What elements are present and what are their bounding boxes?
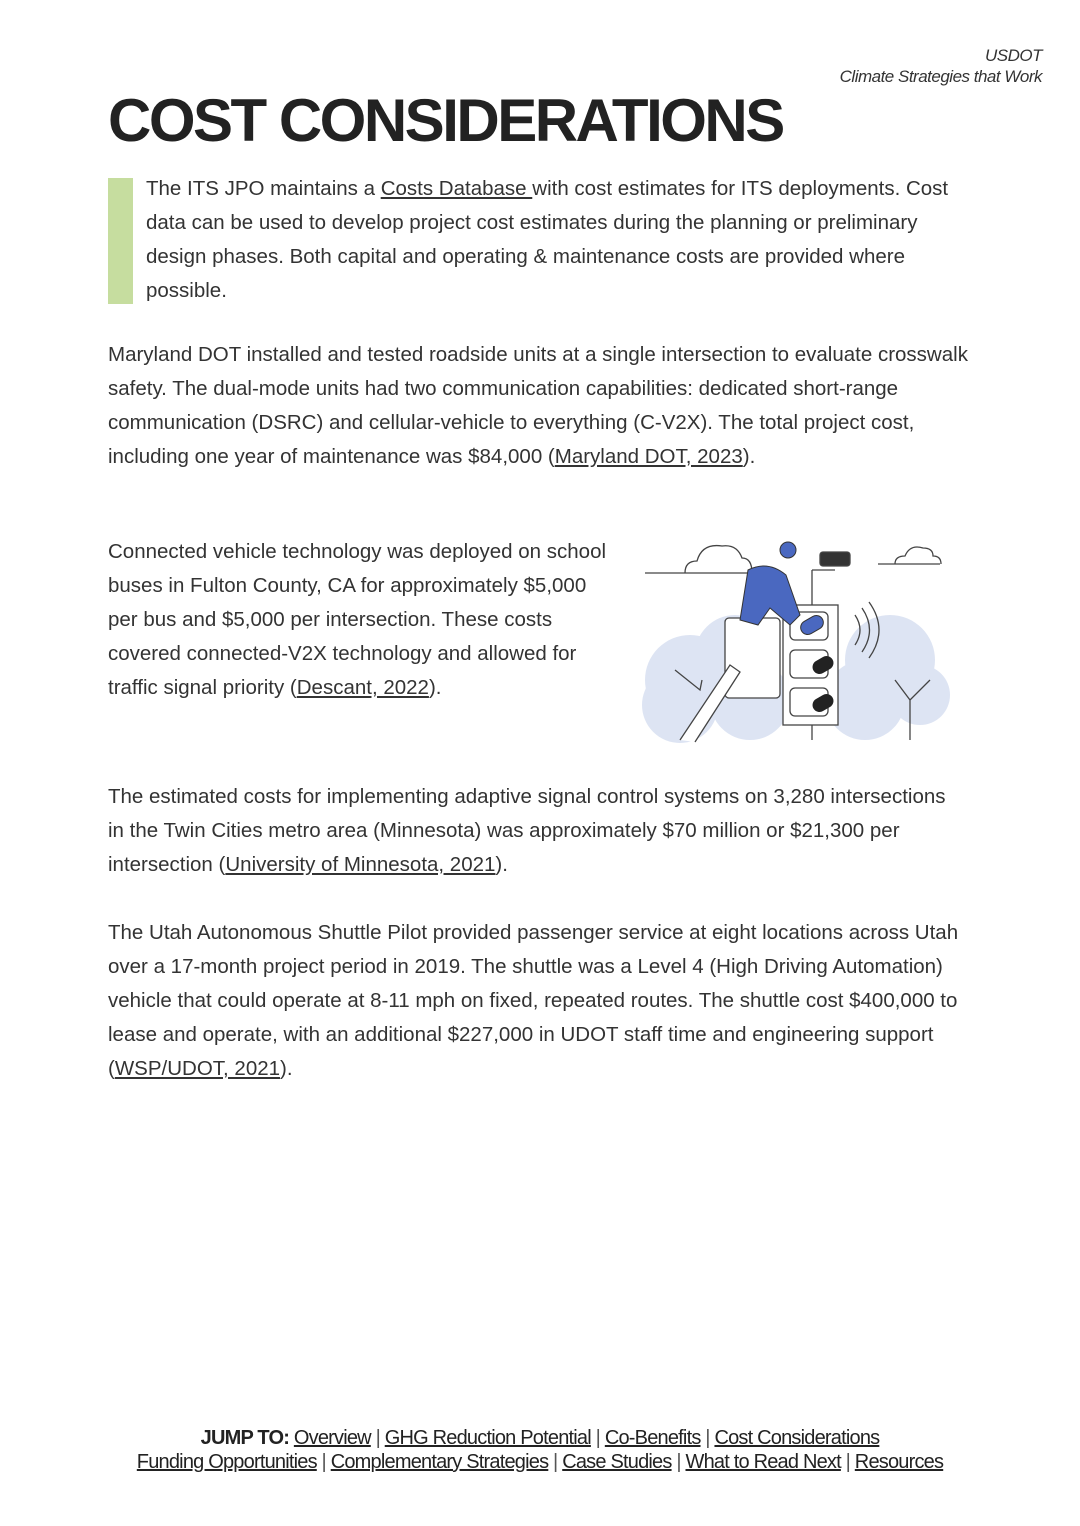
citation-link[interactable]: WSP/UDOT, 2021: [114, 1057, 281, 1080]
nav-link-complementary-strategies[interactable]: Complementary Strategies: [330, 1451, 549, 1473]
paragraph-text: ).: [742, 445, 756, 468]
paragraph-text: The ITS JPO maintains a: [146, 177, 381, 200]
paragraph-text: The Utah Autonomous Shuttle Pilot provided passenger service at eight locations across Utah over a 17-month project period in 2019. The shuttle was a Level 4 (High Driving Automation) vehicle that could operate at 8-11 mph on fixed, repeated routes. The shuttle cost $400,000 to lease and operate, with an additional $227,000 in UDOT staff time and engineering support (: [108, 921, 959, 1080]
callout-accent-bar: [108, 178, 133, 304]
nav-link-overview[interactable]: Overview: [293, 1427, 371, 1449]
jump-to-nav-row2: [0, 1450, 1080, 1474]
nav-link-what-to-read-next[interactable]: What to Read Next: [685, 1451, 841, 1473]
nav-separator: |: [700, 1427, 715, 1449]
document-header: [840, 45, 1042, 87]
paragraph-text: The estimated costs for implementing adaptive signal control systems on 3,280 intersections in the Twin Cities metro area (Minnesota) was approximately $70 million or $21,300 per intersection (: [108, 785, 946, 876]
jump-to-label: JUMP TO:: [200, 1427, 294, 1449]
nav-link-co-benefits[interactable]: Co-Benefits: [604, 1427, 701, 1449]
citation-link[interactable]: Maryland DOT, 2023: [554, 445, 743, 468]
nav-link-resources[interactable]: Resources: [854, 1451, 944, 1473]
nav-separator: |: [370, 1427, 385, 1449]
nav-separator: |: [548, 1451, 563, 1473]
nav-separator: |: [590, 1427, 605, 1449]
jump-to-nav: [0, 1426, 1080, 1450]
paragraph-text: ).: [495, 853, 508, 876]
paragraph-text: ).: [428, 676, 442, 699]
citation-link[interactable]: University of Minnesota, 2021: [225, 853, 496, 876]
paragraph-twin-cities: [108, 780, 953, 882]
nav-link-funding-opportunities[interactable]: Funding Opportunities: [136, 1451, 317, 1473]
nav-link-ghg-reduction-potential[interactable]: GHG Reduction Potential: [384, 1427, 591, 1449]
page-title: COST CONSIDERATIONS: [108, 87, 783, 154]
nav-link-case-studies[interactable]: Case Studies: [562, 1451, 672, 1473]
technician-traffic-signal-illustration: [640, 530, 950, 745]
citation-link[interactable]: Costs Database: [380, 177, 533, 200]
nav-separator: |: [840, 1451, 855, 1473]
header-series: Climate Strategies that Work: [839, 67, 1042, 86]
paragraph-fulton: [108, 535, 608, 705]
nav-separator: |: [671, 1451, 686, 1473]
nav-link-cost-considerations[interactable]: Cost Considerations: [714, 1427, 880, 1449]
paragraph-maryland: [108, 338, 970, 474]
paragraph-text: Maryland DOT installed and tested roadside units at a single intersection to evaluate crosswalk safety. The dual-mode units had two communication capabilities: dedicated short-range communication (DSRC) and cellular-vehicle to everything (C-V2X). The total project cost, including one year of maintenance was $84,000 (: [108, 343, 968, 468]
citation-link[interactable]: Descant, 2022: [296, 676, 429, 699]
paragraph-text: ).: [280, 1057, 293, 1080]
paragraph-text: with cost estimates for ITS deployments. Cost data can be used to develop project cost estimates during the planning or preliminary design phases. Both capital and operating & maintenance costs are provided where possible.: [146, 177, 949, 302]
nav-separator: |: [316, 1451, 331, 1473]
paragraph-text: Connected vehicle technology was deployed on school buses in Fulton County, CA for approximately $5,000 per bus and $5,000 per intersection. These costs covered connected-V2X technology and allowed for traffic signal priority (: [108, 540, 607, 699]
paragraph-utah: [108, 916, 963, 1086]
header-org: USDOT: [985, 46, 1042, 65]
callout-paragraph: [146, 172, 976, 308]
